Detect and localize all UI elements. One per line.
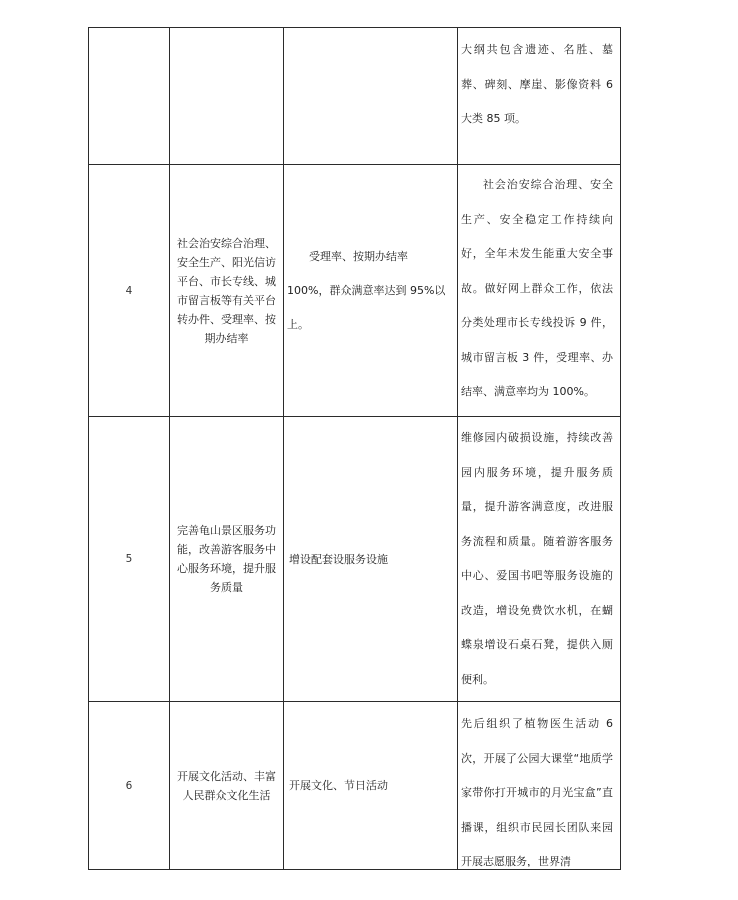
result-cell: 大纲共包含遗迹、名胜、墓葬、碑刻、摩崖、影像资料 6 大类 85 项。 [461,43,613,125]
target-cell: 开展文化、节日活动 [289,779,388,792]
table-border-top [88,27,621,28]
column-divider [283,27,284,870]
target-line: 100%，群众满意率达到 95%以上。 [287,283,446,331]
item-cell: 社会治安综合治理、安全生产、阳光信访平台、市长专线、城市留言板等有关平台转办件、受理率、按期办结率 [177,236,276,345]
result-cell: 先后组织了植物医生活动 6 次，开展了公园大课堂“地质学家带你打开城市的月光宝盒”直播课，组织市民园长团队来园开展志愿服务，世界清 [461,717,613,867]
column-divider [457,27,458,870]
table-border-bottom [88,869,621,870]
item-cell: 开展文化活动、丰富人民群众文化生活 [177,769,276,802]
row-number: 6 [125,779,133,792]
target-line: 受理率、按期办结率 [309,249,408,263]
result-cell: 社会治安综合治理、安全生产、安全稳定工作持续向好，全年未发生能重大安全事故。做好网上群众工作，依法分类处理市长专线投诉 9 件，城市留言板 3 件，受理率、办结率、满意率均为 100%。 [461,178,613,398]
item-cell: 完善龟山景区服务功能，改善游客服务中心服务环境，提升服务质量 [177,524,276,594]
result-cell: 维修园内破损设施，持续改善园内服务环境，提升服务质量，提升游客满意度，改进服务流程和质量。随着游客服务中心、爱国书吧等服务设施的改造，增设免费饮水机，在蝴蝶泉增设石桌石凳，提供入厕便利。 [461,431,613,686]
table-border-right [620,27,621,870]
column-divider [169,27,170,870]
data-table [88,27,621,870]
target-cell: 增设配套设服务设施 [289,552,388,566]
row-number: 5 [125,553,133,565]
target-cell [287,165,453,416]
row-number: 4 [125,284,133,297]
